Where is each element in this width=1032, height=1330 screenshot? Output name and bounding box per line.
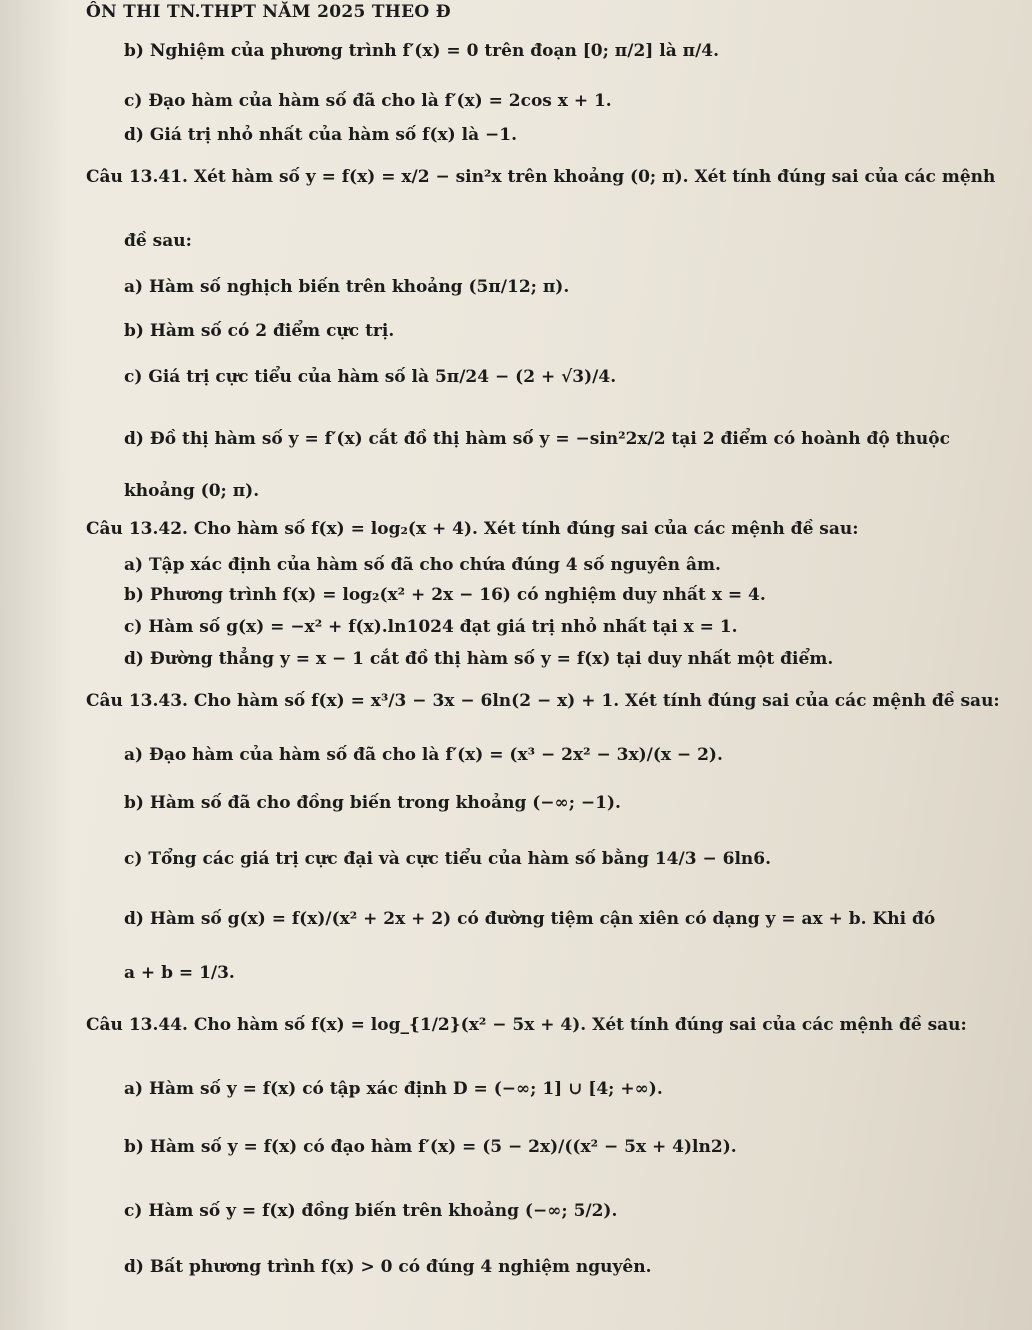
item-13-41-d: d) Đồ thị hàm số y = f′(x) cắt đồ thị hàm số y = −sin²2x/2 tại 2 điểm có hoành độ thuộc <box>124 429 950 449</box>
question-13-44: Câu 13.44. Cho hàm số f(x) = log_{1/2}(x² − 5x + 4). Xét tính đúng sai của các mệnh đề sau: <box>86 1015 967 1035</box>
page-shadow <box>0 0 70 1330</box>
item-13-42-a: a) Tập xác định của hàm số đã cho chứa đúng 4 số nguyên âm. <box>124 555 721 575</box>
item-13-40-d: d) Giá trị nhỏ nhất của hàm số f(x) là −1. <box>124 125 518 145</box>
item-13-43-a: a) Đạo hàm của hàm số đã cho là f′(x) = (x³ − 2x² − 3x)/(x − 2). <box>124 745 723 765</box>
item-13-44-a: a) Hàm số y = f(x) có tập xác định D = (−∞; 1] ∪ [4; +∞). <box>124 1079 663 1099</box>
page-header: ÔN THI TN.THPT NĂM 2025 THEO Đ <box>86 2 451 22</box>
item-13-41-d-cont: khoảng (0; π). <box>124 481 260 501</box>
item-13-43-d-cont: a + b = 1/3. <box>124 963 235 983</box>
question-13-43: Câu 13.43. Cho hàm số f(x) = x³/3 − 3x − 6ln(2 − x) + 1. Xét tính đúng sai của các mệnh đề sau: <box>86 691 1000 711</box>
item-13-44-b: b) Hàm số y = f(x) có đạo hàm f′(x) = (5 − 2x)/((x² − 5x + 4)ln2). <box>124 1137 737 1157</box>
item-13-40-b: b) Nghiệm của phương trình f′(x) = 0 trên đoạn [0; π/2] là π/4. <box>124 41 720 61</box>
question-13-41: Câu 13.41. Xét hàm số y = f(x) = x/2 − sin²x trên khoảng (0; π). Xét tính đúng sai của các mệnh <box>86 167 996 187</box>
item-13-44-c: c) Hàm số y = f(x) đồng biến trên khoảng (−∞; 5/2). <box>124 1201 618 1221</box>
item-13-42-b: b) Phương trình f(x) = log₂(x² + 2x − 16) có nghiệm duy nhất x = 4. <box>124 585 766 605</box>
item-13-42-d: d) Đường thẳng y = x − 1 cắt đồ thị hàm số y = f(x) tại duy nhất một điểm. <box>124 649 834 669</box>
question-13-41-cont: đề sau: <box>124 231 192 251</box>
question-13-42: Câu 13.42. Cho hàm số f(x) = log₂(x + 4). Xét tính đúng sai của các mệnh đề sau: <box>86 519 859 539</box>
item-13-43-c: c) Tổng các giá trị cực đại và cực tiểu của hàm số bằng 14/3 − 6ln6. <box>124 849 772 869</box>
item-13-43-b: b) Hàm số đã cho đồng biến trong khoảng (−∞; −1). <box>124 793 621 813</box>
item-13-40-c: c) Đạo hàm của hàm số đã cho là f′(x) = 2cos x + 1. <box>124 91 612 111</box>
item-13-41-b: b) Hàm số có 2 điểm cực trị. <box>124 321 395 341</box>
item-13-44-d: d) Bất phương trình f(x) > 0 có đúng 4 nghiệm nguyên. <box>124 1257 652 1277</box>
item-13-41-a: a) Hàm số nghịch biến trên khoảng (5π/12; π). <box>124 277 570 297</box>
item-13-41-c: c) Giá trị cực tiểu của hàm số là 5π/24 − (2 + √3)/4. <box>124 367 617 387</box>
item-13-43-d: d) Hàm số g(x) = f(x)/(x² + 2x + 2) có đường tiệm cận xiên có dạng y = ax + b. Khi đó <box>124 909 936 929</box>
item-13-42-c: c) Hàm số g(x) = −x² + f(x).ln1024 đạt giá trị nhỏ nhất tại x = 1. <box>124 617 738 637</box>
